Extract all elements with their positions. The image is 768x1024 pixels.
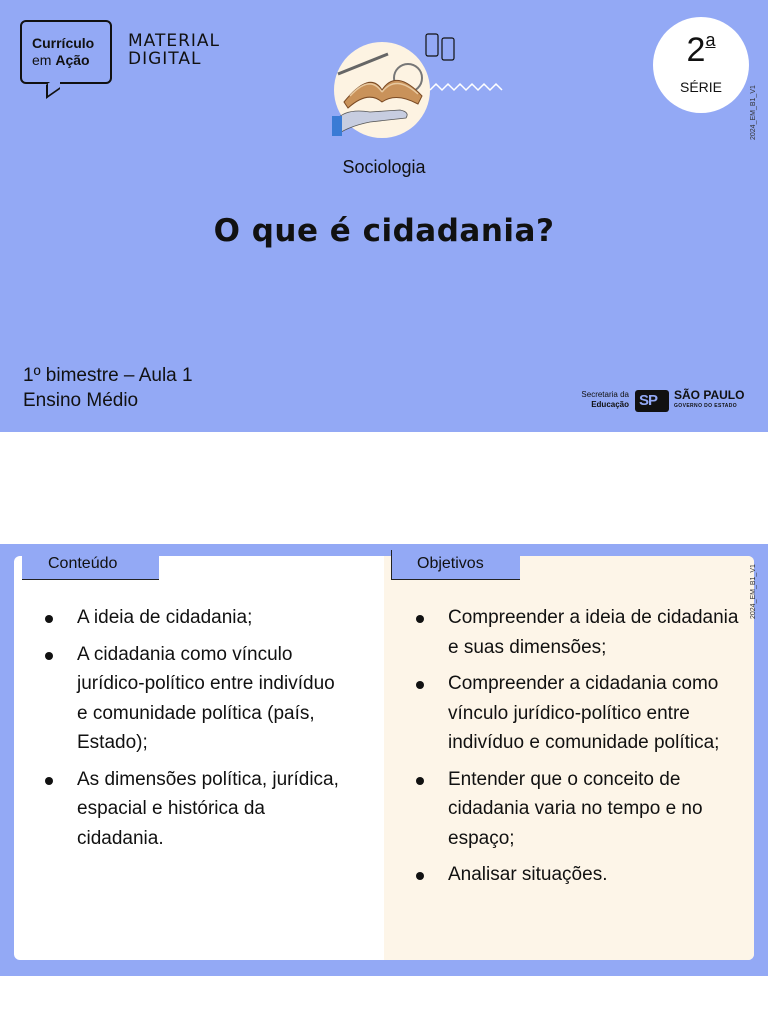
content-list [41, 603, 341, 860]
hand-holding-book-clock-illustration [330, 30, 520, 140]
list-item: A ideia de cidadania; [41, 603, 341, 633]
sp-mark-icon: SP [635, 390, 669, 412]
sp-name: SÃO PAULO [674, 388, 745, 402]
sleeve-cuff [332, 116, 342, 136]
list-item: As dimensões política, jurídica, espacial e histórica da cidadania. [41, 765, 341, 854]
tab-objetivos: Objetivos [391, 550, 520, 580]
list-item: Compreender a cidadania como vínculo jurídico-político entre indivíduo e comunidade política; [412, 669, 742, 758]
material-digital-logo: MATERIAL DIGITAL [128, 31, 221, 69]
list-item: Entender que o conceito de cidadania varia no tempo e no espaço; [412, 765, 742, 854]
logo-line-2: em Ação [32, 52, 90, 68]
list-item: Compreender a ideia de cidadania e suas dimensões; [412, 603, 742, 662]
cover-slide [0, 0, 768, 432]
level-label: Ensino Médio [23, 390, 139, 411]
page-title: O que é cidadania? [213, 213, 555, 249]
subject-label: Sociologia [342, 157, 426, 177]
document-code: 2024_EM_B1_V1 [750, 564, 757, 619]
curriculo-em-acao-logo [20, 20, 112, 84]
logo-line-1: Currículo [32, 35, 95, 51]
sp-subtitle: GOVERNO DO ESTADO [674, 403, 738, 409]
list-item: Analisar situações. [412, 860, 742, 890]
phone-icon [426, 34, 438, 56]
document-code: 2024_EM_B1_V1 [750, 85, 757, 140]
phone-icon [442, 38, 454, 60]
serie-number: 2$^a$ [686, 30, 716, 69]
speech-bubble-tail [46, 75, 60, 99]
objectives-list [412, 603, 742, 897]
list-item: A cidadania como vínculo jurídico-político entre indivíduo e comunidade política (país, Estado); [41, 640, 341, 758]
content-card [14, 556, 754, 960]
bimester-label: 1º bimestre – Aula 1 [23, 365, 193, 386]
serie-badge [653, 17, 749, 113]
tab-conteudo: Conteúdo [22, 550, 159, 580]
content-objectives-slide [0, 544, 768, 976]
wave-line [430, 84, 502, 90]
serie-label: SÉRIE [679, 79, 722, 95]
secretaria-label: Secretaria da Educação [581, 390, 629, 409]
